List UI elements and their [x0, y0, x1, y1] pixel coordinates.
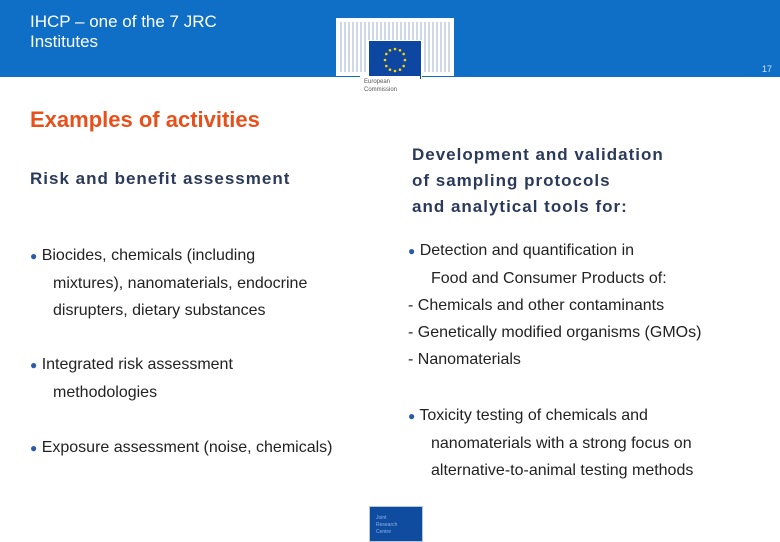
jrc-logo — [369, 506, 423, 542]
right-bullet-1-sub1: - Chemicals and other contaminants — [408, 297, 665, 314]
left-bullet-1-line2: mixtures), nanomaterials, endocrine — [53, 275, 308, 292]
logo-text-line2: Commission — [364, 87, 398, 93]
left-bullet-2 — [30, 351, 380, 406]
right-bullet-2-text1: Toxicity testing of chemicals and — [419, 407, 648, 424]
logo-text — [364, 78, 418, 94]
right-bullet-1-sub2: - Genetically modified organisms (GMOs) — [408, 324, 702, 341]
right-heading-line1: Development and validation — [412, 145, 664, 164]
right-bullet-1-text1: Detection and quantification in — [419, 242, 635, 259]
left-bullet-1-line3: disrupters, dietary substances — [53, 302, 266, 319]
left-column-heading: Risk and benefit assessment — [30, 169, 291, 188]
left-bullet-3 — [30, 434, 390, 462]
left-bullet-3-line1 — [30, 434, 390, 462]
eu-flag-icon — [368, 40, 422, 80]
european-commission-logo — [336, 18, 454, 100]
bullet-dot-icon: ● — [30, 441, 38, 455]
right-heading-line3: and analytical tools for: — [412, 197, 628, 216]
right-bullet-2 — [408, 402, 773, 484]
jrc-logo-line2: Research — [376, 522, 398, 528]
logo-text-line1: European — [364, 79, 391, 85]
right-bullet-1-line1 — [408, 237, 773, 265]
left-bullet-1-text1: Biocides, chemicals (including — [41, 247, 256, 264]
right-bullet-1 — [408, 237, 773, 373]
left-bullet-2-text1: Integrated risk assessment — [41, 356, 233, 373]
logo-text-box — [360, 76, 420, 104]
header-title — [30, 12, 290, 52]
bullet-dot-icon: ● — [408, 409, 416, 423]
left-bullet-1 — [30, 242, 380, 324]
left-bullet-2-line1 — [30, 351, 380, 379]
right-bullet-2-line3: alternative-to-animal testing methods — [431, 462, 694, 479]
bullet-dot-icon: ● — [30, 358, 38, 372]
bullet-dot-icon: ● — [30, 249, 38, 263]
right-heading-line2: of sampling protocols — [412, 171, 611, 190]
jrc-logo-line1: Joint — [376, 515, 387, 521]
header-title-line2: Institutes — [30, 32, 99, 51]
right-bullet-1-line2: Food and Consumer Products of: — [431, 270, 667, 287]
jrc-logo-text — [376, 515, 397, 536]
bullet-dot-icon: ● — [408, 244, 416, 258]
right-bullet-1-sub3: - Nanomaterials — [408, 351, 521, 368]
right-bullet-2-line2: nanomaterials with a strong focus on — [431, 435, 692, 452]
header-title-line1: IHCP – one of the 7 JRC — [30, 12, 217, 31]
left-bullet-2-line2: methodologies — [53, 384, 158, 401]
left-bullet-3-text1: Exposure assessment (noise, chemicals) — [41, 439, 333, 456]
slide-number: 17 — [761, 64, 772, 74]
jrc-logo-line3: Centre — [376, 529, 392, 535]
right-bullet-2-line1 — [408, 402, 773, 430]
section-title: Examples of activities — [30, 107, 260, 132]
left-bullet-1-line1 — [30, 242, 380, 270]
right-column-heading — [412, 142, 772, 220]
